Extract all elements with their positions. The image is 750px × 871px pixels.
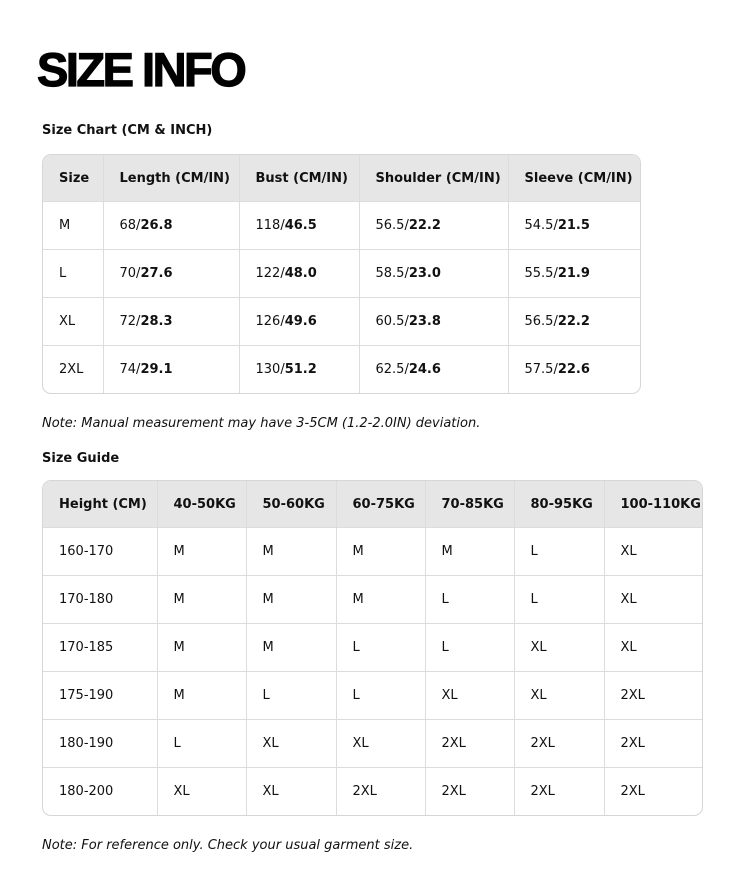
- size-guide-table: [42, 480, 703, 816]
- inch-value: 23.0: [408, 266, 441, 281]
- size-cell: 2XL: [620, 784, 645, 799]
- size-cell: L: [336, 624, 425, 672]
- cm-value: 62.5: [375, 362, 405, 377]
- inch-value: 28.3: [140, 314, 173, 329]
- shoulder-cell: 58.5/23.0: [359, 250, 508, 298]
- table-header-row: [43, 481, 702, 528]
- column-header: Bust (CM/IN): [239, 155, 359, 202]
- table-header-row: [43, 155, 640, 202]
- size-cell: L: [425, 576, 514, 624]
- measurement-note: Note: Manual measurement may have 3-5CM (1.2-2.0IN) deviation.: [42, 416, 481, 431]
- cm-value: 60.5: [375, 314, 405, 329]
- inch-value: 23.8: [408, 314, 441, 329]
- inch-value: 24.6: [408, 362, 441, 377]
- size-cell: 2XL: [336, 768, 425, 816]
- cm-value: 68: [119, 218, 137, 233]
- cm-value: 126: [255, 314, 281, 329]
- length-cell: 70/27.6: [103, 250, 239, 298]
- size-cell: XL: [425, 672, 514, 720]
- cm-value: 55.5: [524, 266, 554, 281]
- bust-cell: 126/49.6: [239, 298, 359, 346]
- page-title: SIZE INFO: [37, 43, 245, 96]
- size-cell: L: [514, 528, 604, 576]
- size-cell: M: [246, 528, 336, 576]
- size-cell: XL: [43, 298, 103, 346]
- size-guide-heading: Size Guide: [42, 451, 120, 466]
- table-row: [43, 672, 702, 720]
- size-cell: M: [157, 528, 246, 576]
- length-cell: 74/29.1: [103, 346, 239, 394]
- bust-cell: 122/48.0: [239, 250, 359, 298]
- size-cell: M: [157, 624, 246, 672]
- size-cell: XL: [514, 672, 604, 720]
- size-cell: XL: [604, 528, 702, 576]
- size-cell: 2XL: [514, 720, 604, 768]
- cm-value: 57.5: [524, 362, 554, 377]
- shoulder-cell: 56.5/22.2: [359, 202, 508, 250]
- column-header: Shoulder (CM/IN): [359, 155, 508, 202]
- length-cell: 72/28.3: [103, 298, 239, 346]
- table-row: [43, 528, 702, 576]
- reference-note: Note: For reference only. Check your usual garment size.: [42, 838, 414, 853]
- table-row: [43, 298, 640, 346]
- table-row: [43, 202, 640, 250]
- cm-value: 74: [119, 362, 137, 377]
- column-header: Sleeve (CM/IN): [508, 155, 640, 202]
- cm-value: 58.5: [375, 266, 405, 281]
- height-cell: 175-190: [43, 672, 157, 720]
- size-cell: XL: [157, 768, 246, 816]
- size-cell: L: [43, 250, 103, 298]
- cm-value: 56.5: [524, 314, 554, 329]
- size-cell: L: [425, 624, 514, 672]
- cm-value: 122: [255, 266, 281, 281]
- inch-value: 29.1: [140, 362, 173, 377]
- height-cell: 180-190: [43, 720, 157, 768]
- table-row: [43, 768, 702, 816]
- table-row: [43, 720, 702, 768]
- size-cell: XL: [246, 720, 336, 768]
- size-cell: M: [43, 202, 103, 250]
- size-cell: XL: [246, 768, 336, 816]
- inch-value: 26.8: [140, 218, 173, 233]
- inch-value: 51.2: [284, 362, 317, 377]
- column-header: 60-75KG: [336, 481, 425, 528]
- size-cell: M: [246, 624, 336, 672]
- size-cell: XL: [604, 576, 702, 624]
- cm-value: 72: [119, 314, 137, 329]
- cm-value: 56.5: [375, 218, 405, 233]
- size-cell: L: [336, 672, 425, 720]
- cm-value: 70: [119, 266, 137, 281]
- cm-value: 54.5: [524, 218, 554, 233]
- height-cell: 160-170: [43, 528, 157, 576]
- cm-value: 130: [255, 362, 281, 377]
- inch-value: 22.6: [557, 362, 590, 377]
- height-cell: 170-180: [43, 576, 157, 624]
- column-header: 100-110KG: [604, 481, 702, 528]
- height-cell: 170-185: [43, 624, 157, 672]
- column-header: 40-50KG: [157, 481, 246, 528]
- table-row: [43, 624, 702, 672]
- size-cell: XL: [514, 624, 604, 672]
- column-header: 80-95KG: [514, 481, 604, 528]
- inch-value: 21.5: [557, 218, 590, 233]
- size-cell: M: [157, 672, 246, 720]
- size-cell: L: [246, 672, 336, 720]
- column-header: 50-60KG: [246, 481, 336, 528]
- table-row: [43, 250, 640, 298]
- size-cell: L: [157, 720, 246, 768]
- column-header: Length (CM/IN): [103, 155, 239, 202]
- size-cell: M: [336, 528, 425, 576]
- sleeve-cell: 55.5/21.9: [508, 250, 640, 298]
- shoulder-cell: 60.5/23.8: [359, 298, 508, 346]
- column-header: Height (CM): [43, 481, 157, 528]
- table-row: [43, 576, 702, 624]
- inch-value: 21.9: [557, 266, 590, 281]
- size-cell: M: [157, 576, 246, 624]
- shoulder-cell: 62.5/24.6: [359, 346, 508, 394]
- size-cell: 2XL: [425, 720, 514, 768]
- inch-value: 49.6: [284, 314, 317, 329]
- inch-value: 22.2: [557, 314, 590, 329]
- column-header: 70-85KG: [425, 481, 514, 528]
- size-cell: 2XL: [43, 346, 103, 394]
- size-cell: L: [514, 576, 604, 624]
- sleeve-cell: 54.5/21.5: [508, 202, 640, 250]
- size-cell: 2XL: [425, 768, 514, 816]
- inch-value: 22.2: [408, 218, 441, 233]
- size-cell: M: [425, 528, 514, 576]
- size-cell: XL: [604, 624, 702, 672]
- size-cell: 2XL: [604, 672, 702, 720]
- size-cell: XL: [336, 720, 425, 768]
- sleeve-cell: 57.5/22.6: [524, 362, 590, 377]
- cm-value: 118: [255, 218, 281, 233]
- size-cell: M: [246, 576, 336, 624]
- sleeve-cell: 56.5/22.2: [508, 298, 640, 346]
- size-cell: M: [336, 576, 425, 624]
- bust-cell: 130/51.2: [239, 346, 359, 394]
- inch-value: 46.5: [284, 218, 317, 233]
- size-chart-heading: Size Chart (CM & INCH): [42, 123, 213, 138]
- bust-cell: 118/46.5: [239, 202, 359, 250]
- size-chart-table: [42, 154, 641, 394]
- size-cell: 2XL: [514, 768, 604, 816]
- table-row: [43, 346, 640, 394]
- size-cell: 2XL: [604, 720, 702, 768]
- height-cell: 180-200: [43, 768, 157, 816]
- column-header: Size: [43, 155, 103, 202]
- length-cell: 68/26.8: [103, 202, 239, 250]
- inch-value: 48.0: [284, 266, 317, 281]
- inch-value: 27.6: [140, 266, 173, 281]
